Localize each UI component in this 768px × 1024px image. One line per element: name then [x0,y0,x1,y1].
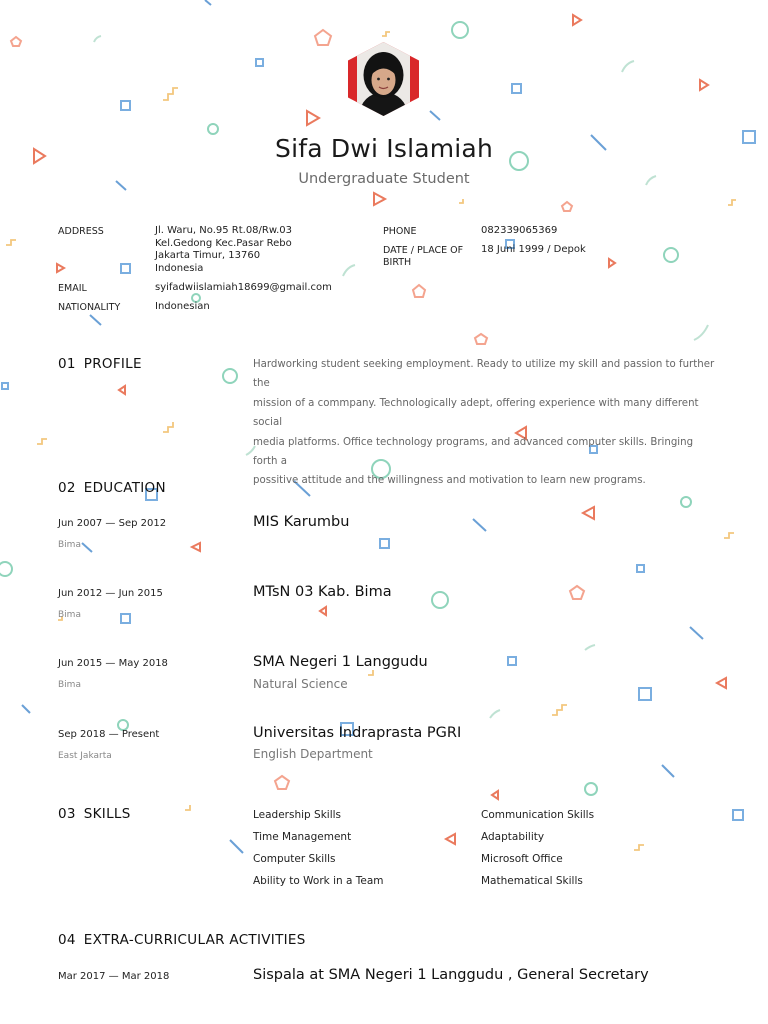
education-location: Bima [58,680,81,690]
education-major: Natural Science [253,677,348,691]
education-date: Sep 2018 — Present [58,729,160,740]
education-heading [58,480,166,496]
education-date: Jun 2007 — Sep 2012 [58,518,167,529]
nationality-label: NATIONALITY [58,302,121,313]
skills-list-right [481,804,594,892]
education-location: East Jakarta [58,751,112,761]
activity-title: Sispala at SMA Negeri 1 Langgudu , General Secretary [253,967,649,983]
skills-heading [58,806,131,822]
profile-line: Hardworking student seeking employment. Ready to utilize my skill and passion to further the [253,359,715,390]
profile-heading [58,356,142,372]
skill-item: Computer Skills [253,853,336,865]
address-line: Kel.Gedong Kec.Pasar Rebo [155,237,292,249]
section-number: 01 [58,356,76,372]
education-school: SMA Negeri 1 Langgudu [253,654,428,670]
skill-item: Microsoft Office [481,853,563,865]
education-school: MTsN 03 Kab. Bima [253,584,392,600]
profile-summary [253,355,715,491]
section-number: 03 [58,806,76,822]
birth-label-line: BIRTH [383,257,412,268]
skill-item: Communication Skills [481,809,595,821]
education-school: MIS Karumbu [253,514,350,530]
activity-date: Mar 2017 — Mar 2018 [58,971,170,982]
phone-value[interactable]: 082339065369 [481,225,558,236]
education-school: Universitas Indraprasta PGRI [253,725,462,741]
email-label: EMAIL [58,283,87,294]
skill-item: Adaptability [481,831,545,843]
address-line: Jl. Waru, No.95 Rt.08/Rw.03 [155,225,293,236]
education-date: Jun 2015 — May 2018 [58,658,168,669]
education-major: English Department [253,747,373,761]
skill-item: Time Management [253,831,352,843]
profile-line: mission of a commpany. Technologically adept, offering experience with many different social [253,397,699,429]
education-date: Jun 2012 — Jun 2015 [58,588,163,599]
section-number: 04 [58,932,76,948]
address-value [155,225,292,275]
profile-line: media platforms. Office technology programs, and advanced computer skills. Bringing forth a [253,436,694,468]
section-title: EDUCATION [83,480,166,496]
education-location: Bima [58,540,81,550]
education-location: Bima [58,610,81,620]
birth-label [383,245,463,269]
birth-value: 18 Juni 1999 / Depok [481,244,586,255]
email-value[interactable]: syifadwiislamiah18699@gmail.com [155,282,332,293]
candidate-title: Undergraduate Student [298,171,470,187]
section-title: EXTRA-CURRICULAR ACTIVITIES [83,932,306,948]
phone-label: PHONE [383,226,417,237]
address-line: Jakarta Timur, 13760 [155,250,261,261]
skills-list-left [253,804,384,892]
activities-heading [58,932,306,948]
profile-avatar [347,42,420,116]
section-title: SKILLS [83,806,131,822]
skill-item: Mathematical Skills [481,875,583,887]
section-number: 02 [58,480,76,496]
section-title: PROFILE [83,356,142,372]
address-label: ADDRESS [58,226,104,237]
skill-item: Ability to Work in a Team [253,875,384,887]
skill-item: Leadership Skills [253,809,342,821]
candidate-name: Sifa Dwi Islamiah [275,134,493,163]
birth-label-line: DATE / PLACE OF [383,245,464,256]
nationality-value: Indonesian [155,301,210,312]
profile-line: possitive attitude and the willingness and motivation to learn new programs. [253,475,646,487]
address-line: Indonesia [155,262,204,274]
